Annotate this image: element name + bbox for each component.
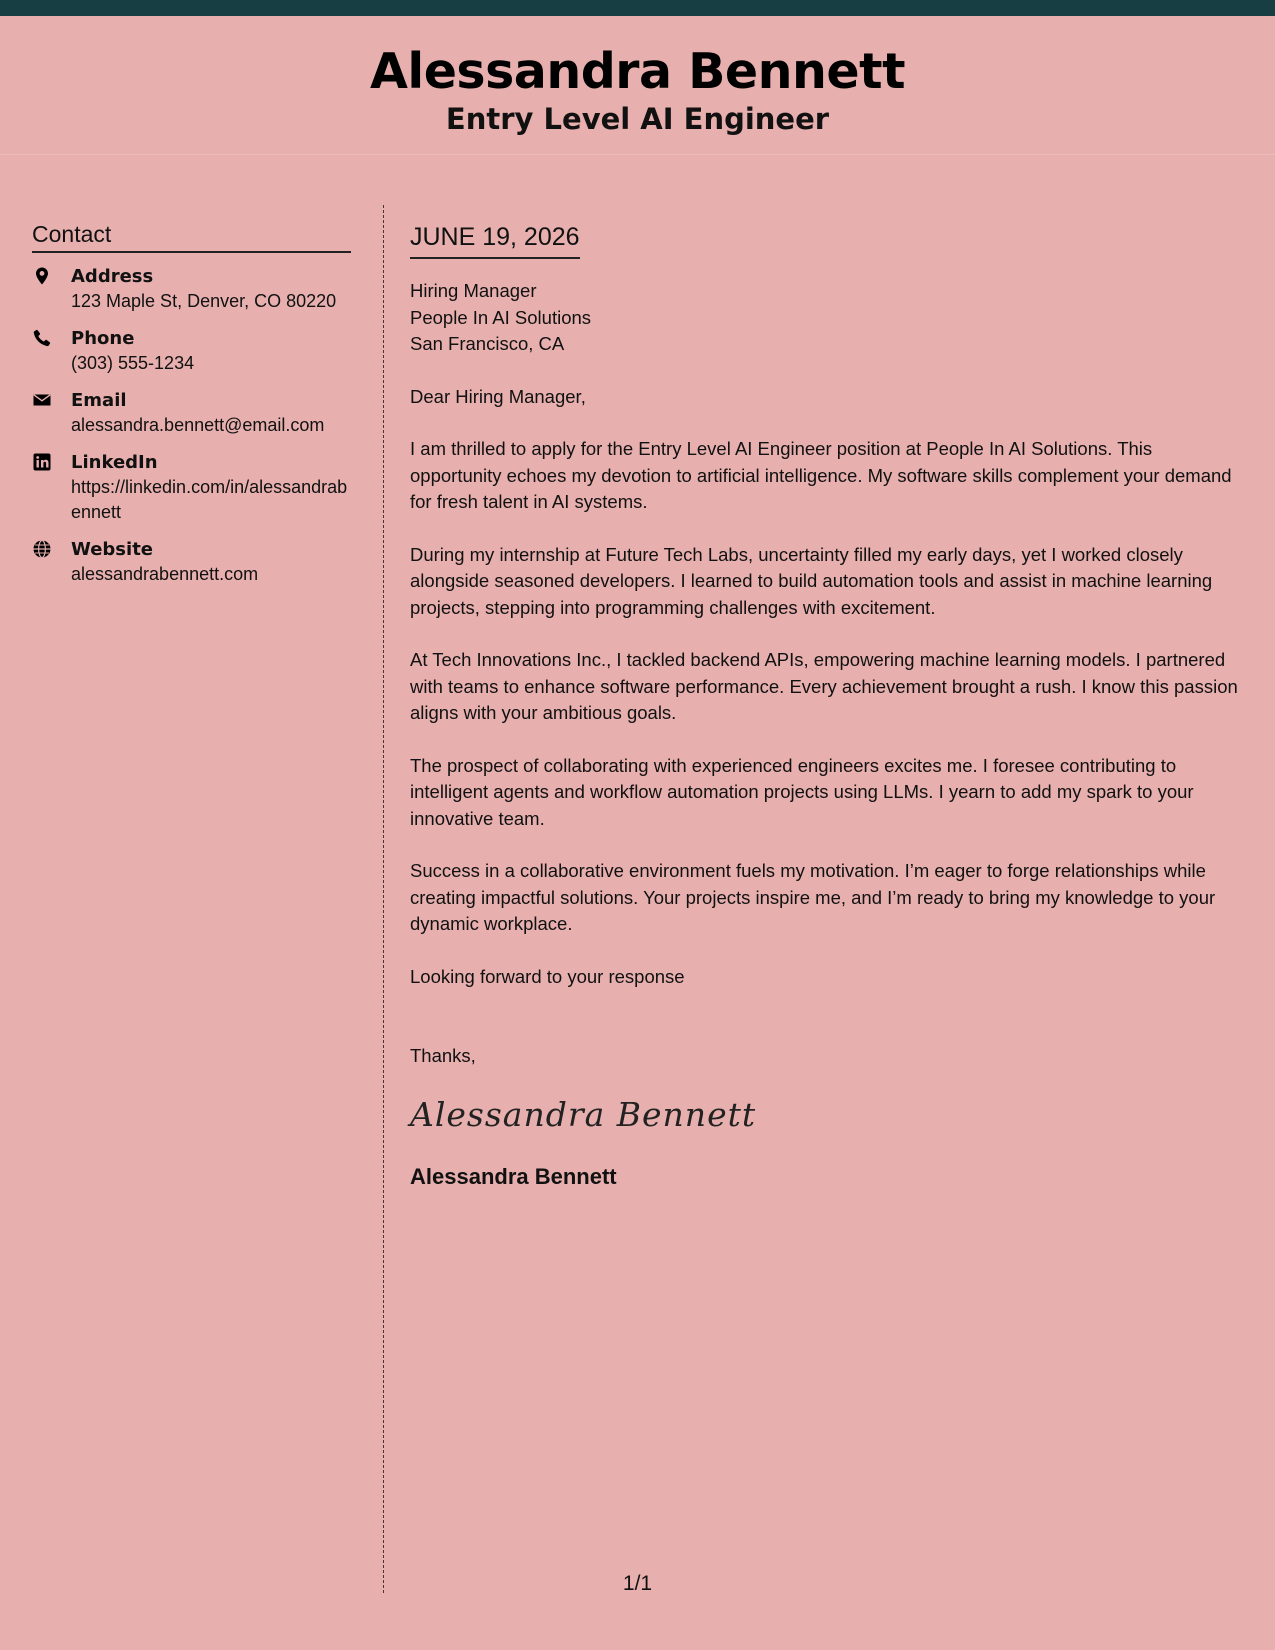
column-divider (383, 205, 384, 1593)
linkedin-value[interactable]: https://linkedin.com/in/alessandrabennett (71, 477, 348, 522)
page-header (0, 16, 1275, 155)
linkedin-label: LinkedIn (71, 452, 158, 473)
contact-phone (32, 326, 351, 376)
page-number: 1/1 (622, 1572, 653, 1595)
paragraph-1: I am thrilled to apply for the Entry Level AI Engineer position at People In AI Solutions. This opportunity echoes my devotion to artificial intelligence. My software skills complement your demand for fresh talent in AI systems. (410, 438, 1232, 512)
paragraph-4: The prospect of collaborating with experienced engineers excites me. I foresee contributing to intelligent agents and workflow automation projects using LLMs. I yearn to add my spark to your innovative team. (410, 754, 1194, 829)
top-accent-bar (0, 0, 1275, 16)
contact-website (32, 537, 351, 587)
email-label: Email (71, 390, 127, 411)
contact-sidebar (32, 218, 351, 599)
job-title: Entry Level AI Engineer (445, 102, 830, 136)
signature-script: Alessandra Bennett (410, 1094, 757, 1134)
letter-date: JUNE 19, 2026 (410, 218, 580, 259)
signature (410, 1090, 757, 1140)
phone-value: (303) 555-1234 (71, 353, 195, 373)
paragraph-3: At Tech Innovations Inc., I tackled backend APIs, empowering machine learning models. I partnered with teams to enhance software performance. Every achievement brought a rush. I know this passion aligns with your ambitious goals. (410, 649, 1238, 723)
phone-icon (32, 328, 52, 348)
address-value: 123 Maple St, Denver, CO 80220 (71, 291, 337, 311)
recipient-company: People In AI Solutions (410, 306, 592, 328)
recipient-location: San Francisco, CA (410, 333, 565, 354)
paragraph-5: Success in a collaborative environment fuels my motivation. I’m eager to forge relationships while creating impactful solutions. Your projects inspire me, and I’m ready to bring my knowledge to your dynamic workplace. (410, 860, 1216, 934)
linkedin-icon (32, 452, 52, 472)
recipient-block (410, 278, 1240, 358)
closing-line: Looking forward to your response (410, 965, 685, 987)
contact-heading: Contact (32, 218, 351, 253)
website-label: Website (71, 539, 154, 560)
address-label: Address (71, 266, 154, 287)
envelope-icon (32, 390, 52, 410)
website-value[interactable]: alessandrabennett.com (71, 564, 259, 584)
paragraph-2: During my internship at Future Tech Labs, uncertainty filled my early days, yet I worked closely alongside seasoned developers. I learned to build automation tools and assist in machine learning projects, stepping into programming challenges with excitement. (410, 543, 1213, 618)
contact-linkedin (32, 450, 351, 525)
contact-address (32, 264, 351, 314)
sign-off: Thanks, (410, 1045, 476, 1066)
phone-label: Phone (71, 328, 135, 349)
letter-body (410, 218, 1240, 1192)
map-marker-icon (32, 266, 52, 286)
contact-email (32, 388, 351, 438)
signed-name: Alessandra Bennett (410, 1163, 617, 1189)
email-value: alessandra.bennett@email.com (71, 415, 325, 435)
recipient-title: Hiring Manager (410, 280, 537, 301)
salutation: Dear Hiring Manager, (410, 385, 586, 407)
globe-icon (32, 539, 52, 559)
applicant-name: Alessandra Bennett (369, 43, 906, 100)
